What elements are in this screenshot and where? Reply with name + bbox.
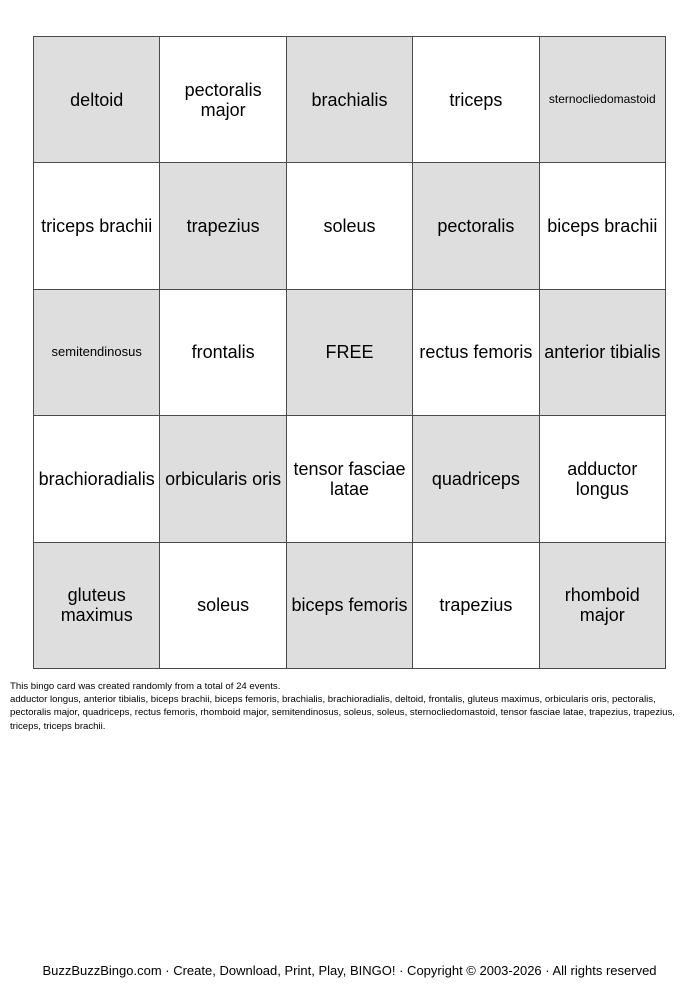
bingo-cell-r1c4: triceps: [413, 37, 539, 163]
card-note-intro: This bingo card was created randomly from a total of 24 events.: [10, 681, 281, 692]
page-footer: BuzzBuzzBingo.com · Create, Download, Print, Play, BINGO! · Copyright © 2003-2026 · All rights reserved: [42, 963, 657, 978]
bingo-cell-r4c2: orbicularis oris: [160, 416, 286, 542]
bingo-cell-r2c4: pectoralis: [413, 163, 539, 289]
bingo-cell-r2c5: biceps brachii: [540, 163, 666, 289]
bingo-cell-r2c1: triceps brachii: [34, 163, 160, 289]
bingo-cell-r4c1: brachioradialis: [34, 416, 160, 542]
bingo-cell-r2c2: trapezius: [160, 163, 286, 289]
bingo-cell-r5c4: trapezius: [413, 543, 539, 669]
bingo-cell-r5c3: biceps femoris: [287, 543, 413, 669]
bingo-cell-r4c4: quadriceps: [413, 416, 539, 542]
bingo-cell-r2c3: soleus: [287, 163, 413, 289]
bingo-cell-r4c5: adductor longus: [540, 416, 666, 542]
bingo-cell-r4c3: tensor fasciae latae: [287, 416, 413, 542]
card-note: [10, 680, 690, 733]
bingo-cell-r1c2: pectoralis major: [160, 37, 286, 163]
bingo-cell-r5c5: rhomboid major: [540, 543, 666, 669]
bingo-cell-r3c1: semitendinosus: [34, 290, 160, 416]
bingo-cell-r3c4: rectus femoris: [413, 290, 539, 416]
bingo-cell-r3c2: frontalis: [160, 290, 286, 416]
bingo-card: [33, 36, 666, 669]
bingo-cell-r3c5: anterior tibialis: [540, 290, 666, 416]
card-note-events: adductor longus, anterior tibialis, biceps brachii, biceps femoris, brachialis, brachioradialis, deltoid, frontalis, gluteus maximus, orbicularis oris, pectoralis, pectoralis major, quadriceps, rectus femoris, rhomboid major, semitendinosus, soleus, soleus, sternocliedomastoid, tensor fasciae latae, trapezius, trapezius, triceps, triceps brachii.: [10, 694, 675, 732]
bingo-cell-r1c5: sternocliedomastoid: [540, 37, 666, 163]
bingo-cell-r1c1: deltoid: [34, 37, 160, 163]
bingo-cell-r1c3: brachialis: [287, 37, 413, 163]
bingo-cell-r5c1: gluteus maximus: [34, 543, 160, 669]
bingo-cell-r5c2: soleus: [160, 543, 286, 669]
bingo-cell-free: FREE: [287, 290, 413, 416]
